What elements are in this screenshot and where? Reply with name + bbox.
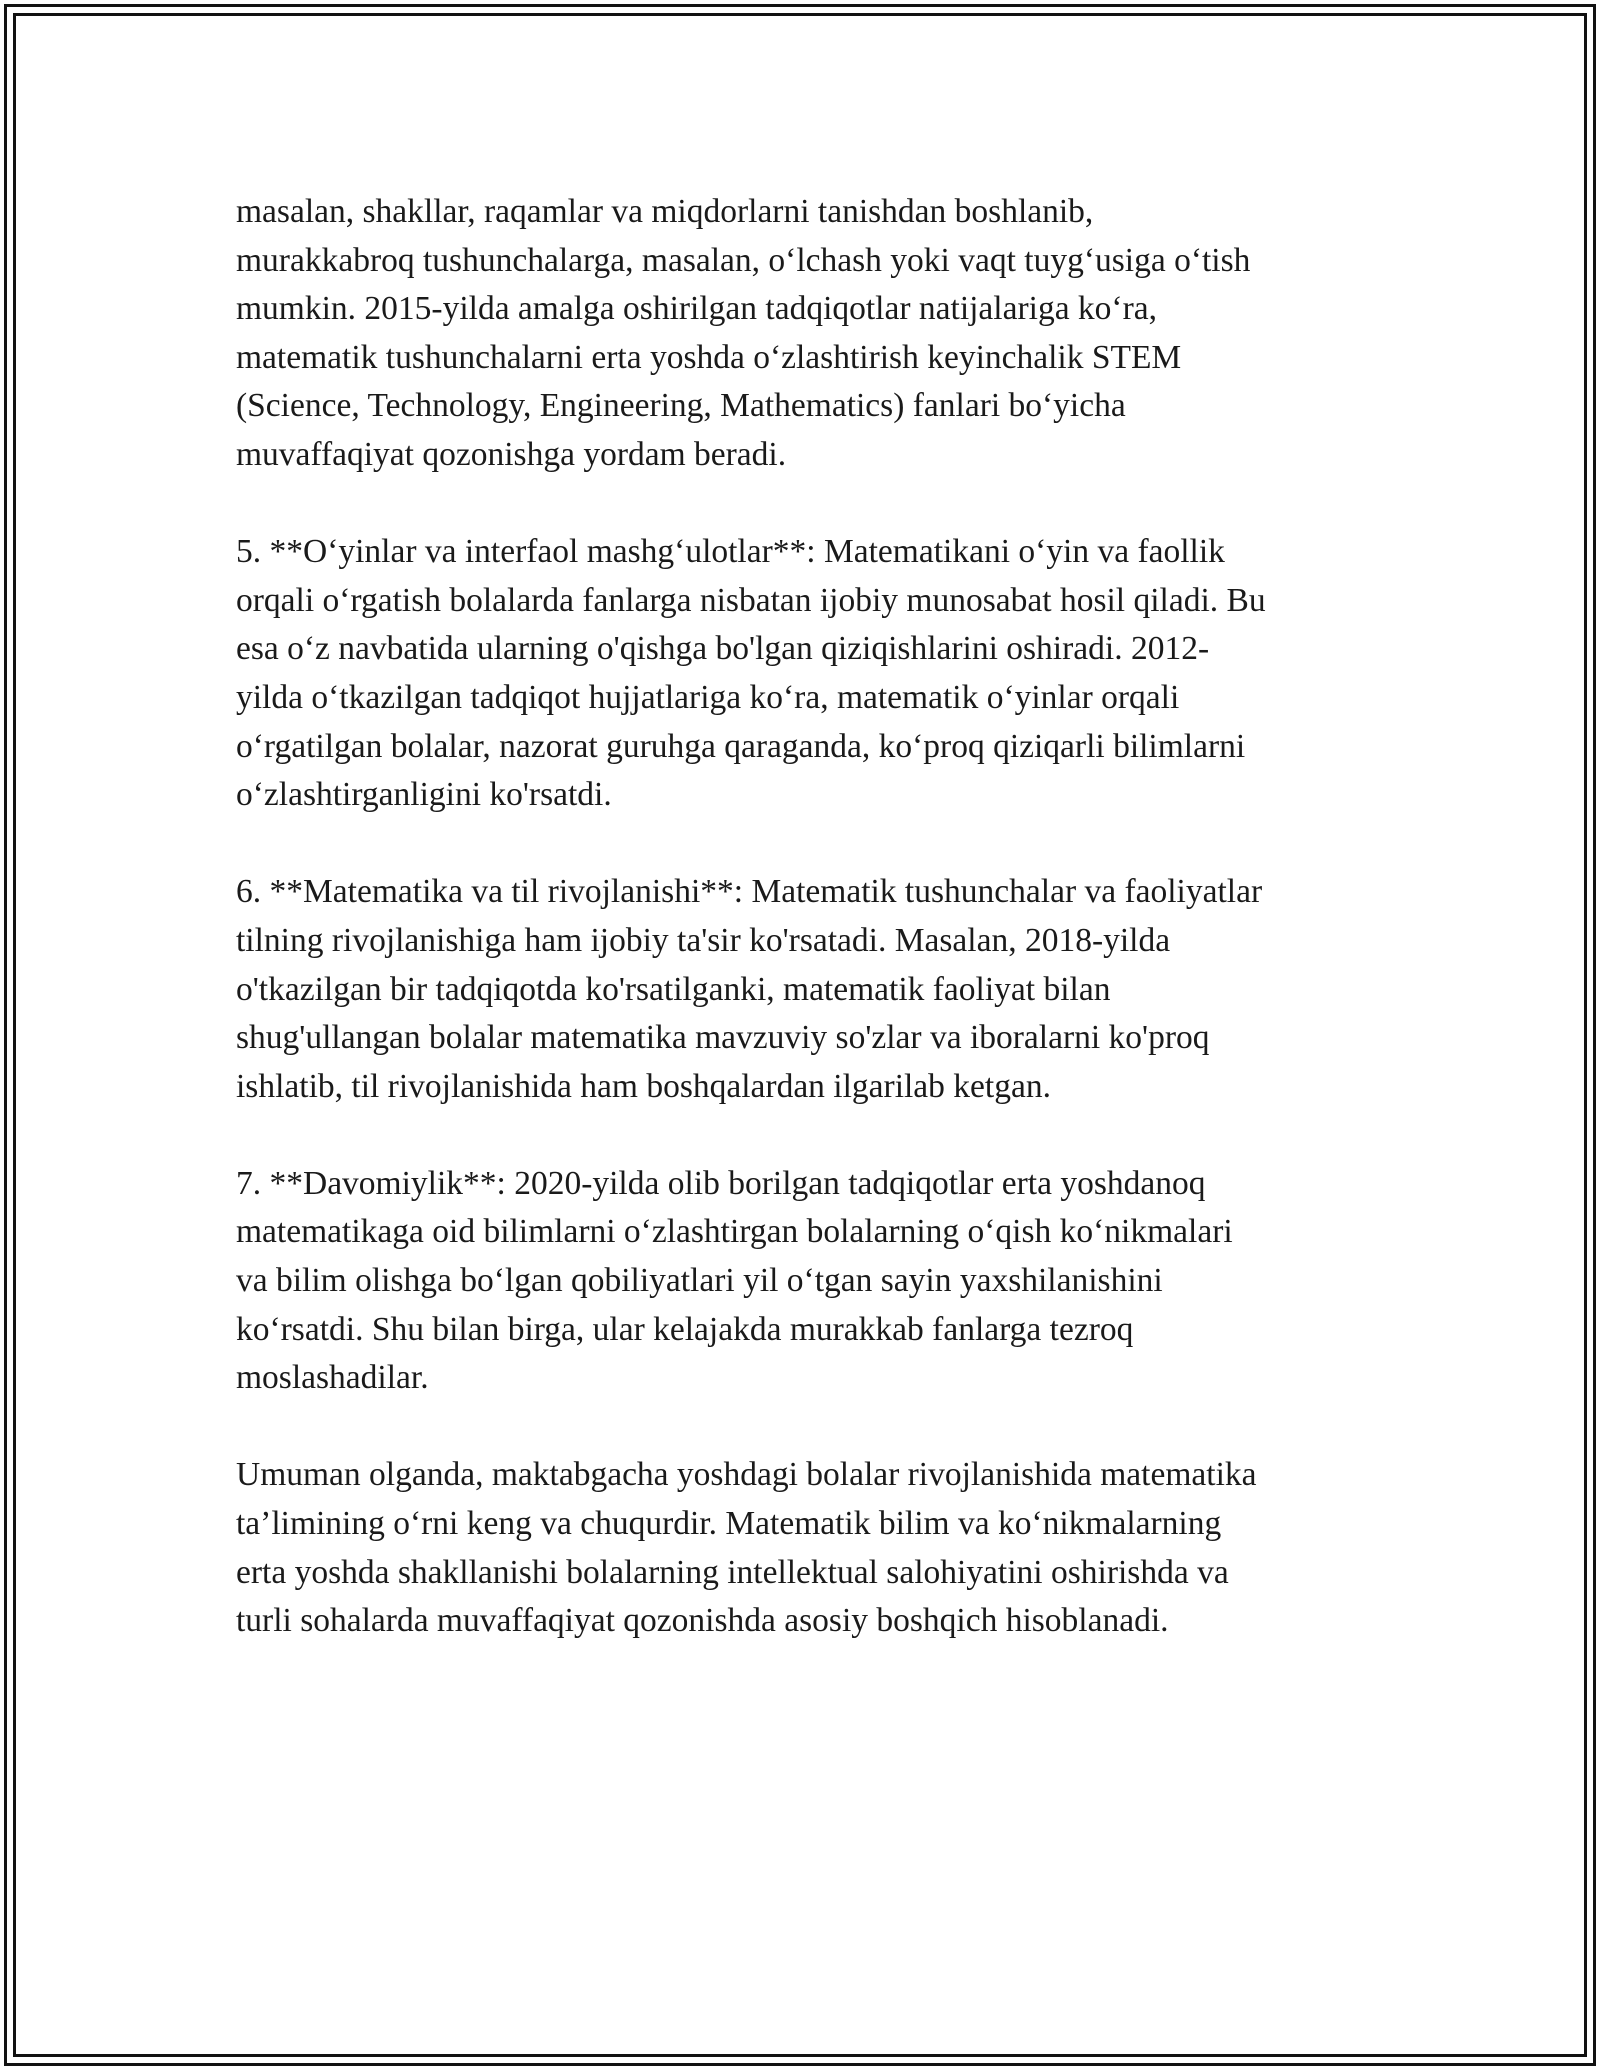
paragraph-item-6-language: 6. **Matematika va til rivojlanishi**: Matematik tushunchalar va faoliyatlar tilning rivojlanishiga ham ijobiy ta'sir ko'rsatadi. Masalan, 2018-yilda o'tkazilgan bir tadqiqotda ko'rsatilganki, matematik faoliyat bilan shug'ullangan bolalar matematika mavzuviy so'zlar va iboralarni ko'proq ishlatib, til rivojlanishida ham boshqalardan ilgarilab ketgan.	[236, 873, 1263, 1105]
document-body	[236, 188, 1386, 1646]
paragraph-item-7-continuity: 7. **Davomiylik**: 2020-yilda olib borilgan tadqiqotlar erta yoshdanoq matematikaga oid bilimlarni o‘zlashtirgan bolalarning o‘qish ko‘nikmalari va bilim olishga bo‘lgan qobiliyatlari yil o‘tgan sayin yaxshilanishini ko‘rsatdi. Shu bilan birga, ular kelajakda murakkab fanlarga tezroq moslashadilar.	[236, 1164, 1233, 1397]
paragraph-intro-continuation: masalan, shakllar, raqamlar va miqdorlarni tanishdan boshlanib, murakkabroq tushunchalarga, masalan, o‘lchash yoki vaqt tuyg‘usiga o‘tish mumkin. 2015-yilda amalga oshirilgan tadqiqotlar natijalariga ko‘ra, matematik tushunchalarni erta yoshda o‘zlashtirish keyinchalik STEM (Science, Technology, Engineering, Mathematics) fanlari bo‘yicha muvaffaqiyat qozonishga yordam beradi.	[236, 193, 1251, 473]
paragraph-item-5-games: 5. **O‘yinlar va interfaol mashg‘ulotlar**: Matematikani o‘yin va faollik orqali o‘rgatish bolalarda fanlarga nisbatan ijobiy munosabat hosil qiladi. Bu esa o‘z navbatida ularning o'qishga bo'lgan qiziqishlarini oshiradi. 2012- yilda o‘tkazilgan tadqiqot hujjatlariga ko‘ra, matematik o‘yinlar orqali o‘rgatilgan bolalar, nazorat guruhga qaraganda, ko‘proq qiziqarli bilimlarni o‘zlashtirganligini ko'rsatdi.	[236, 533, 1266, 814]
paragraph-conclusion: Umuman olganda, maktabgacha yoshdagi bolalar rivojlanishida matematika ta’limining o‘rni keng va chuqurdir. Matematik bilim va ko‘nikmalarning erta yoshda shakllanishi bolalarning intellektual salohiyatini oshirishda va turli sohalarda muvaffaqiyat qozonishda asosiy boshqich hisoblanadi.	[236, 1456, 1257, 1640]
